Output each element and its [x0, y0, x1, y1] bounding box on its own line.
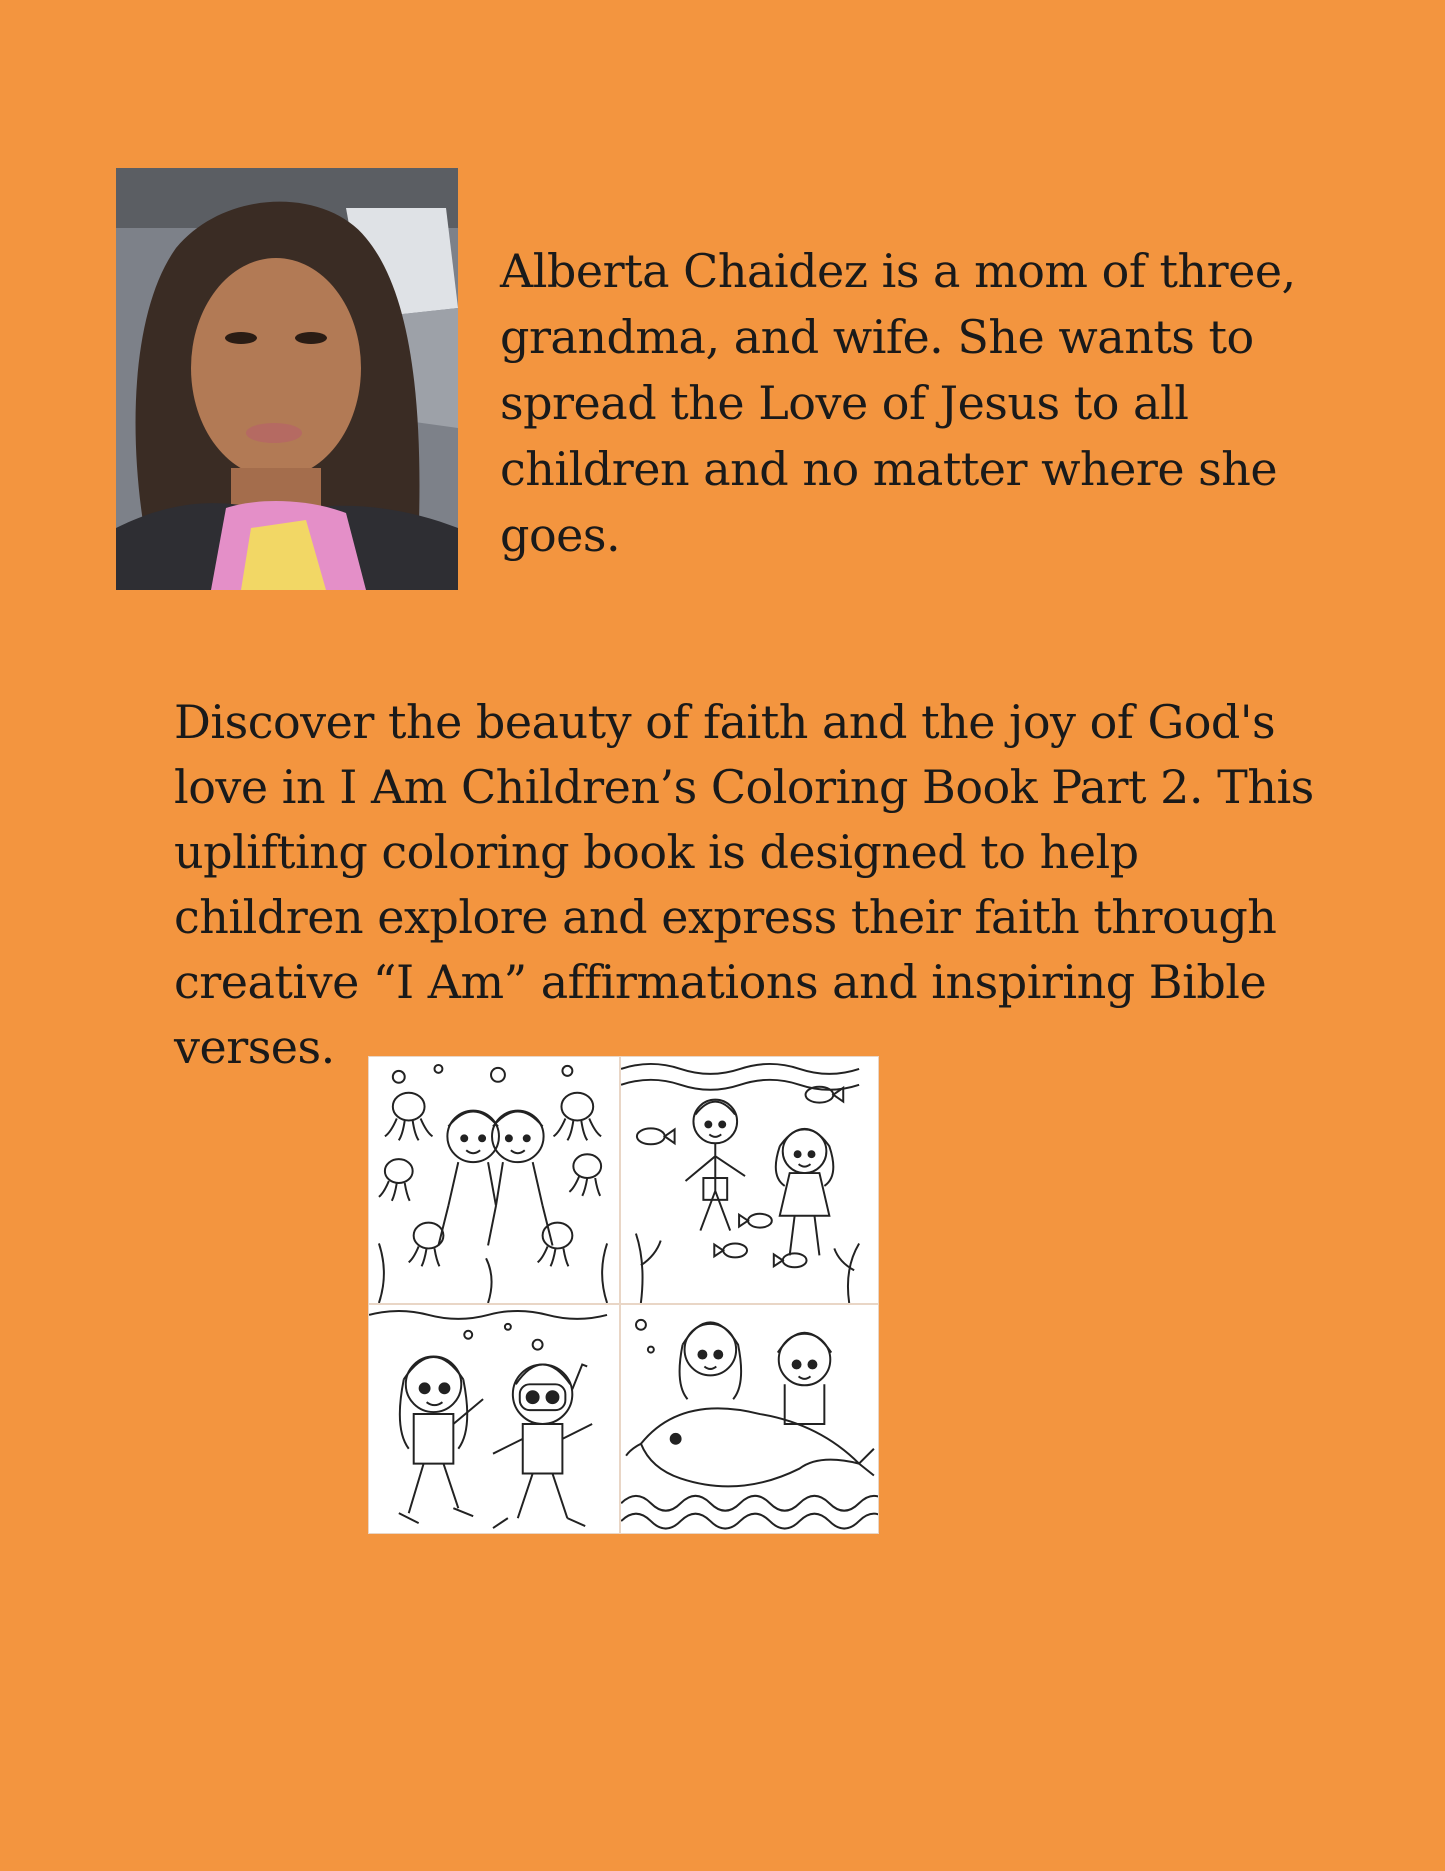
kids-scuba-diving-coloring-page — [368, 1304, 620, 1534]
coloring-page-collage — [368, 1056, 879, 1534]
author-bio: Alberta Chaidez is a mom of three, grandma, and wife. She wants to spread the Love of Jesus to all children and no matter where she goes. — [500, 244, 1296, 562]
book-description: Discover the beauty of faith and the joy of God's love in I Am Children’s Coloring Book Part 2. This uplifting coloring book is designed to help children explore and express their faith through creative “I Am” affirmations and inspiring Bible verses. — [174, 695, 1314, 1074]
kids-with-octopuses-coloring-page — [368, 1056, 620, 1304]
kids-riding-dolphin-coloring-page — [620, 1304, 879, 1534]
kids-swimming-with-fish-coloring-page — [620, 1056, 879, 1304]
portrait-photo-graphic — [116, 168, 458, 590]
author-photo — [116, 168, 458, 590]
